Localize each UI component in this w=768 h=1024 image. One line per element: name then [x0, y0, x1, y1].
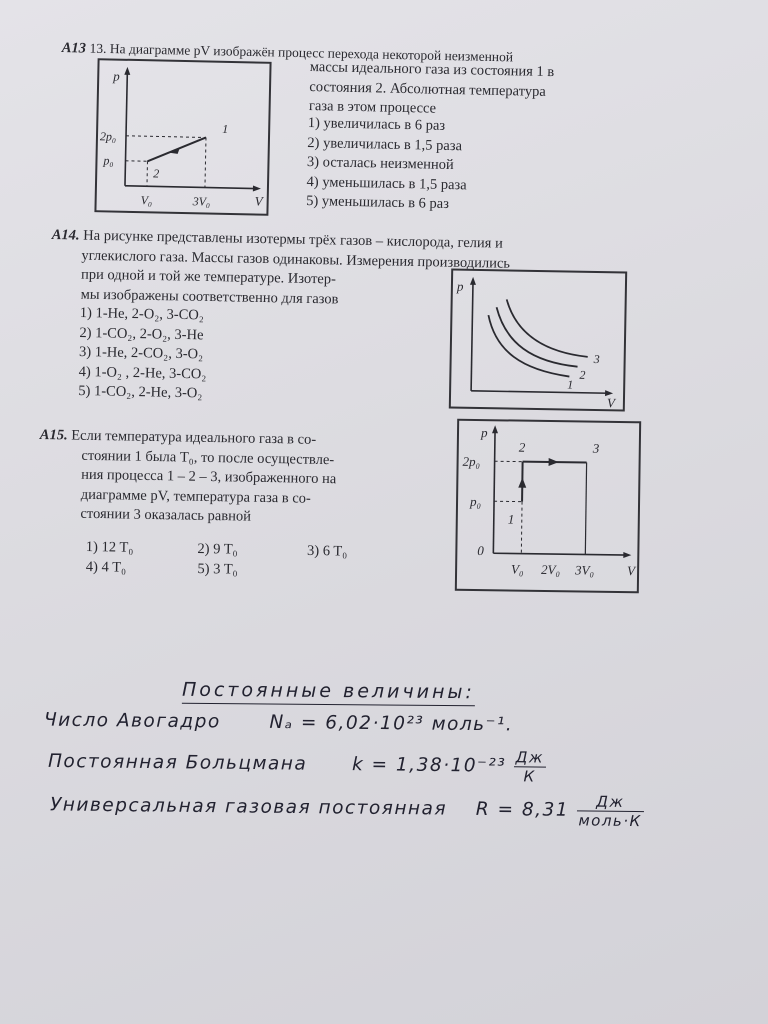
q15-option-2: 2) 9 T₀	[197, 540, 238, 558]
q13-tick-p-low: p₀	[103, 153, 114, 168]
q14-option-3: 3) 1-He, 2-CO₂, 3-O₂	[78, 343, 204, 363]
q15-point-2: 2	[518, 439, 526, 455]
q15-graph-svg	[457, 421, 639, 591]
constants-gas-row	[50, 787, 644, 830]
gas-unit-bottom: моль·К	[578, 811, 642, 831]
q15-v-arrow	[623, 552, 631, 558]
q14-p-axis	[471, 281, 473, 391]
q13-v-axis	[125, 186, 257, 189]
q14-text	[51, 226, 511, 313]
q15-option-5: 5) 3 T₀	[197, 560, 238, 578]
q14-v-axis	[471, 391, 609, 393]
q14-line-2: углекислого газа. Массы газов одинаковы. Измерения производились	[81, 247, 511, 272]
q13-number: А13	[61, 39, 87, 57]
q14-label-v: V	[606, 395, 615, 411]
q14-options	[78, 304, 208, 404]
q15-v-axis	[493, 553, 627, 555]
q14-option-5: 5) 1-CO₂, 2-He, 3-O₂	[78, 382, 203, 402]
q13-dash-v-high	[205, 137, 206, 187]
boltzmann-unit	[513, 748, 546, 785]
q15-pv-diagram	[455, 419, 641, 594]
q13-point-2: 2	[153, 166, 160, 181]
q15-number: А15.	[39, 426, 68, 444]
q15-options-row-2	[86, 558, 238, 580]
q13-option-5: 5) уменьшилась в 6 раз	[306, 192, 450, 212]
q13-tick-v-low: V₀	[140, 193, 153, 208]
q13-option-4: 4) уменьшилась в 1,5 раза	[306, 173, 467, 193]
q15-tick-v2: 2V₀	[541, 561, 561, 578]
constants-title-text: Постоянные величины:	[182, 679, 475, 707]
q13-v-arrow	[253, 185, 261, 191]
q13-tick-p-high: 2p₀	[99, 129, 117, 144]
q15-point-3: 3	[592, 440, 600, 456]
q15-line-2: стоянии 1 была T₀, то после осуществле-	[81, 447, 335, 468]
q15-tick-v3: 3V₀	[575, 562, 595, 578]
constants-boltzmann-row	[48, 743, 546, 785]
q14-curve-label-2: 2	[579, 367, 586, 382]
boltzmann-label: Постоянная Больцмана	[47, 750, 308, 775]
q14-option-1: 1) 1-He, 2-O₂, 3-CO₂	[79, 304, 205, 324]
q13-point-1: 1	[222, 121, 229, 136]
q15-option-3: 3) 6 T₀	[306, 542, 348, 560]
q13-graph-svg	[96, 60, 269, 214]
q13-label-v: V	[254, 193, 263, 209]
avogadro-label: Число Авогадро	[43, 709, 221, 733]
q15-dash-3v0	[585, 463, 586, 555]
boltzmann-value: k = 1,38·10⁻²³	[351, 754, 507, 777]
q13-label-p: p	[113, 68, 120, 84]
q14-curve-label-3: 3	[593, 351, 600, 367]
q15-arrow-2-3	[549, 458, 559, 466]
q14-graph-svg	[451, 271, 625, 410]
q15-line-1: Если температура идеального газа в со-	[71, 427, 317, 448]
constants-avogadro-row	[44, 710, 513, 736]
q15-tick-p-low: p₀	[469, 493, 482, 510]
q15-option-4: 4) 4 T₀	[85, 558, 127, 576]
q13-option-1: 1) увеличилась в 6 раз	[307, 114, 446, 134]
boltzmann-unit-top: Дж	[514, 748, 546, 767]
gas-unit-top: Дж	[576, 792, 644, 812]
q13-line-4: газа в этом процессе	[308, 97, 437, 117]
gas-value: R = 8,31	[475, 798, 570, 821]
q15-point-1: 1	[507, 511, 515, 527]
boltzmann-unit-bottom: К	[523, 767, 536, 786]
q13-p-axis	[125, 71, 127, 186]
q14-label-p: p	[456, 278, 464, 294]
q15-dash-v0	[521, 502, 522, 554]
q15-line-3: ния процесса 1 – 2 – 3, изображенного на	[81, 466, 337, 488]
q13-p-arrow	[124, 67, 130, 75]
q13-line-1: 13. На диаграмме pV изображён процесс перехода некоторой неизменной	[89, 40, 514, 65]
q14-isotherm-1	[487, 315, 570, 376]
q14-isotherms-diagram	[449, 268, 627, 411]
q15-tick-v1: V₀	[511, 561, 524, 577]
q13-text	[309, 58, 555, 122]
q14-option-2: 2) 1-CO₂, 2-O₂, 3-He	[79, 324, 204, 343]
q15-label-v: V	[627, 563, 636, 579]
q13-options	[306, 114, 468, 215]
q14-line-3: при одной и той же температуре. Изотер-	[80, 266, 337, 288]
q15-line-5: стоянии 3 оказалась равной	[80, 505, 252, 525]
q13-dash-p-high	[126, 136, 206, 138]
q14-isotherm-3	[506, 299, 589, 356]
q14-line-4: мы изображены соответственно для газов	[80, 286, 339, 308]
gas-label: Универсальная газовая постоянная	[49, 794, 448, 820]
q14-p-arrow	[470, 277, 476, 285]
avogadro-value: Nₐ = 6,02·10²³ моль⁻¹.	[269, 711, 514, 736]
q15-line-4: диаграмме pV, температура газа в со-	[80, 486, 311, 507]
q13-line-3: состояния 2. Абсолютная температура	[309, 78, 546, 100]
q15-arrow-1-2	[518, 478, 526, 488]
q15-text	[38, 426, 337, 529]
q13-pv-diagram	[94, 58, 271, 216]
q13-option-2: 2) увеличилась в 1,5 раза	[307, 134, 463, 154]
q14-curve-label-1: 1	[567, 377, 574, 392]
q14-number: А14.	[51, 226, 80, 244]
constants-title	[182, 679, 475, 704]
q15-option-1: 1) 12 T₀	[85, 538, 134, 556]
q15-label-p: p	[480, 425, 488, 441]
gas-unit	[576, 792, 644, 830]
q14-option-4: 4) 1-O₂ , 2-He, 3-CO₂	[78, 363, 207, 382]
q15-label-origin: 0	[477, 543, 484, 559]
q15-tick-p-high: 2p₀	[462, 453, 481, 470]
q13-dash-v-low	[147, 161, 148, 186]
q13-line-2: массы идеального газа из состояния 1 в	[309, 58, 555, 81]
q14-line-1: На рисунке представлены изотермы трёх газов – кислорода, гелия и	[83, 227, 503, 252]
q15-p-arrow	[492, 425, 498, 433]
q15-p-axis	[493, 429, 495, 553]
q14-isotherm-2	[496, 307, 579, 366]
q13-option-3: 3) осталась неизменной	[306, 153, 454, 174]
q13-tick-v-high: 3V₀	[192, 194, 211, 209]
